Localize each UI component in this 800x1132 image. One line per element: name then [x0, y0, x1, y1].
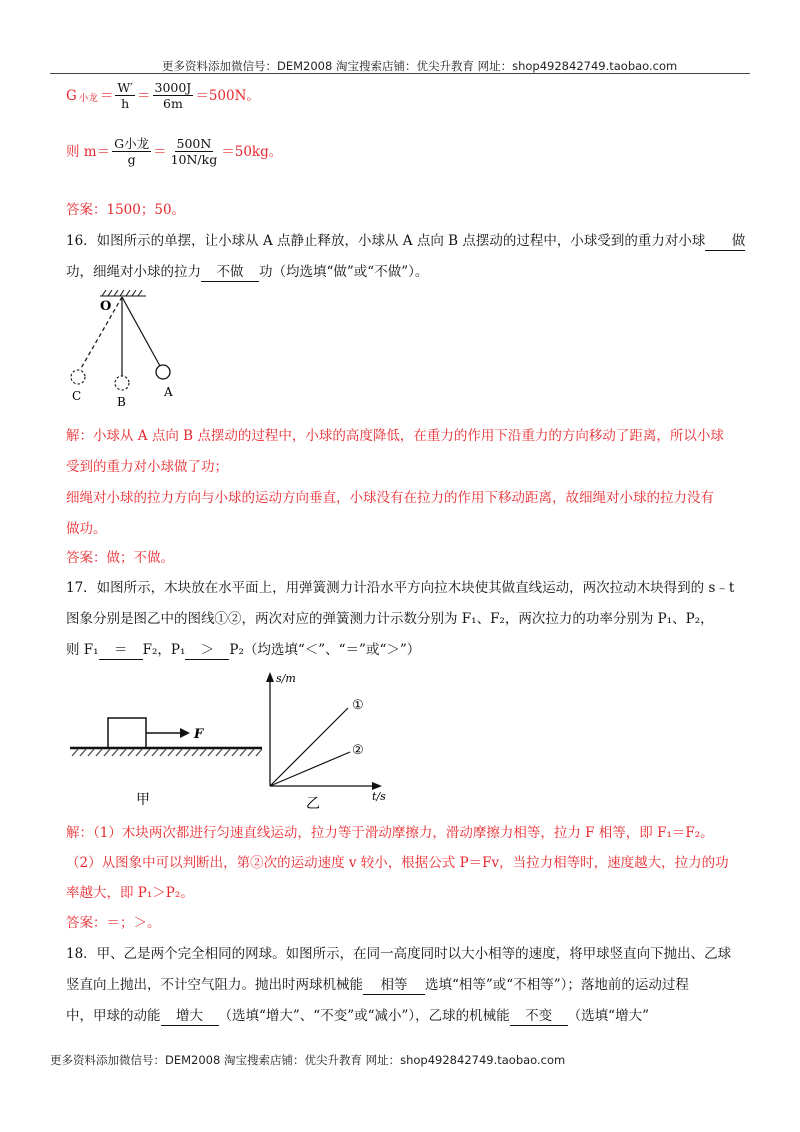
force-label: F	[194, 727, 204, 742]
q16-text: 功（均选填“做”或“不做”）。	[259, 264, 429, 280]
figure-jia	[68, 712, 268, 812]
q17-solution-line1: 解：（1）木块两次都进行匀速直线运动，拉力等于滑动摩擦力，滑动摩擦力相等，拉力 F 相等，即 F₁＝F₂。	[66, 825, 714, 841]
q16-blank1: 做	[705, 232, 745, 251]
formula-m	[66, 136, 282, 167]
q18-text: 选填“相等”或“不相等”）；落地前的运动过程	[425, 977, 689, 993]
fraction-g-over-g	[112, 136, 151, 167]
fraction-500n-over-10nkg	[169, 136, 220, 167]
header-rule	[50, 73, 750, 74]
wooden-block	[108, 718, 146, 748]
fraction-numerator: G小龙	[114, 136, 150, 151]
fraction-numerator: 3000J	[154, 80, 192, 95]
ground-hatch	[72, 749, 262, 756]
q17-text: 则 F₁	[66, 642, 99, 658]
arrow-head-icon	[180, 728, 190, 738]
t-axis-arrow-icon	[372, 782, 382, 790]
q18-blank3: 不变	[510, 1007, 568, 1026]
q18-blank2: 增大	[161, 1007, 219, 1026]
caption-jia: 甲	[136, 792, 150, 808]
q16-text: 16．如图所示的单摆，让小球从 A 点静止释放，小球从 A 点向 B 点摆动的过程中，小球受到的重力对小球	[66, 233, 706, 249]
line-1-label: ①	[352, 698, 364, 713]
q16-solution-line4: 做功。	[66, 521, 107, 537]
formula-g	[66, 80, 260, 111]
q16-solution-line1: 解：小球从 A 点向 B 点摆动的过程中，小球的高度降低，在重力的作用下沿重力的方向移动了距离，所以小球	[66, 428, 724, 444]
equals-sign: ＝	[99, 87, 114, 104]
q17-text: P₂（均选填“＜”、“＝”或“＞”）	[229, 642, 421, 658]
q17-blank1: ＝	[99, 641, 143, 660]
q17-stem-line3	[66, 640, 420, 660]
label-c: C	[72, 389, 82, 403]
q17-answer: 答案：＝；＞。	[66, 915, 161, 931]
t-axis-label: t/s	[372, 790, 386, 803]
q17-solution-line3: 率越大，即 P₁＞P₂。	[66, 885, 194, 901]
q16-stem-line2	[66, 262, 428, 282]
fraction-3000j-over-6m	[153, 80, 194, 111]
q17-stem-line1: 17．如图所示，木块放在水平面上，用弹簧测力计沿水平方向拉木块使其做直线运动，两次拉动木块得到的 s﹣t	[66, 580, 735, 596]
line-2-label: ②	[352, 743, 364, 758]
q18-blank1: 相等	[363, 976, 425, 995]
q17-text: F₂，P₁	[142, 642, 186, 658]
formula-result: ＝500N。	[195, 87, 260, 104]
fraction-denominator: g	[127, 152, 136, 167]
s-axis-label: s/m	[276, 672, 296, 685]
label-b: B	[117, 395, 126, 409]
q17-solution-line2: （2）从图象中可以判断出，第②次的运动速度 v 较小，根据公式 P＝Fv，当拉力相等时，速度越大，拉力的功	[66, 855, 729, 871]
page-header: 更多资料添加微信号：DEM2008 淘宝搜索店铺：优尖升教育 网址：shop492842749.taobao.com	[162, 59, 678, 73]
fraction-denominator: 10N/kg	[170, 152, 218, 167]
q18-text: 中，甲球的动能	[66, 1008, 161, 1024]
fraction-denominator: h	[121, 96, 130, 111]
formula-result: ＝50kg。	[221, 143, 283, 160]
fraction-denominator: 6m	[163, 96, 183, 111]
graph-line-2	[270, 752, 350, 786]
q16-text: 功，细绳对小球的拉力	[66, 264, 201, 280]
page-footer: 更多资料添加微信号：DEM2008 淘宝搜索店铺：优尖升教育 网址：shop492842749.taobao.com	[50, 1053, 566, 1067]
g-label: G	[66, 87, 77, 104]
ball-a	[156, 365, 170, 379]
ball-b	[115, 376, 129, 390]
string-to-a	[122, 297, 160, 366]
q16-solution-line3: 细绳对小球的拉力方向与小球的运动方向垂直，小球没有在拉力的作用下移动距离，故细绳对小球的拉力没有	[66, 490, 714, 506]
q17-blank2: ＞	[185, 641, 229, 660]
fraction-w-over-h	[115, 80, 135, 111]
equals-sign: ＝	[153, 143, 167, 160]
then-m-label: 则 m＝	[66, 143, 111, 160]
q16-solution-line2: 受到的重力对小球做了功；	[66, 459, 228, 475]
pendulum-figure	[60, 288, 190, 413]
q18-text: 竖直向上抛出，不计空气阻力。抛出时两球机械能	[66, 977, 363, 993]
q16-stem-line1	[66, 231, 745, 251]
label-a: A	[164, 385, 173, 399]
q17-stem-line2: 图象分别是图乙中的图线①②，两次对应的弹簧测力计示数分别为 F₁、F₂，两次拉力的功率分别为 P₁、P₂，	[66, 611, 714, 627]
q16-blank2: 不做	[201, 263, 259, 282]
prev-answer: 答案：1500；50。	[66, 202, 186, 218]
q18-stem-line1: 18．甲、乙是两个完全相同的网球。如图所示，在同一高度同时以大小相等的速度，将甲球竖直向下抛出、乙球	[66, 946, 732, 962]
label-o: O	[100, 299, 112, 314]
q18-text: （选填“增大”	[567, 1008, 649, 1024]
q16-answer: 答案：做；不做。	[66, 550, 174, 566]
ball-c	[71, 370, 85, 384]
fraction-numerator: W′	[117, 80, 133, 95]
s-axis-arrow-icon	[266, 672, 274, 682]
q18-text: （选填“增大”、“不变”或“减小”），乙球的机械能	[218, 1008, 510, 1024]
graph-line-1	[270, 708, 348, 786]
g-subscript: 小龙	[78, 92, 98, 104]
ceiling-hatch	[100, 290, 146, 296]
q18-stem-line2	[66, 975, 689, 995]
q18-stem-line3	[66, 1006, 649, 1026]
caption-yi: 乙	[306, 796, 320, 810]
equals-sign: ＝	[137, 87, 151, 104]
fraction-numerator: 500N	[176, 136, 212, 151]
figure-yi-st-graph	[258, 662, 398, 810]
